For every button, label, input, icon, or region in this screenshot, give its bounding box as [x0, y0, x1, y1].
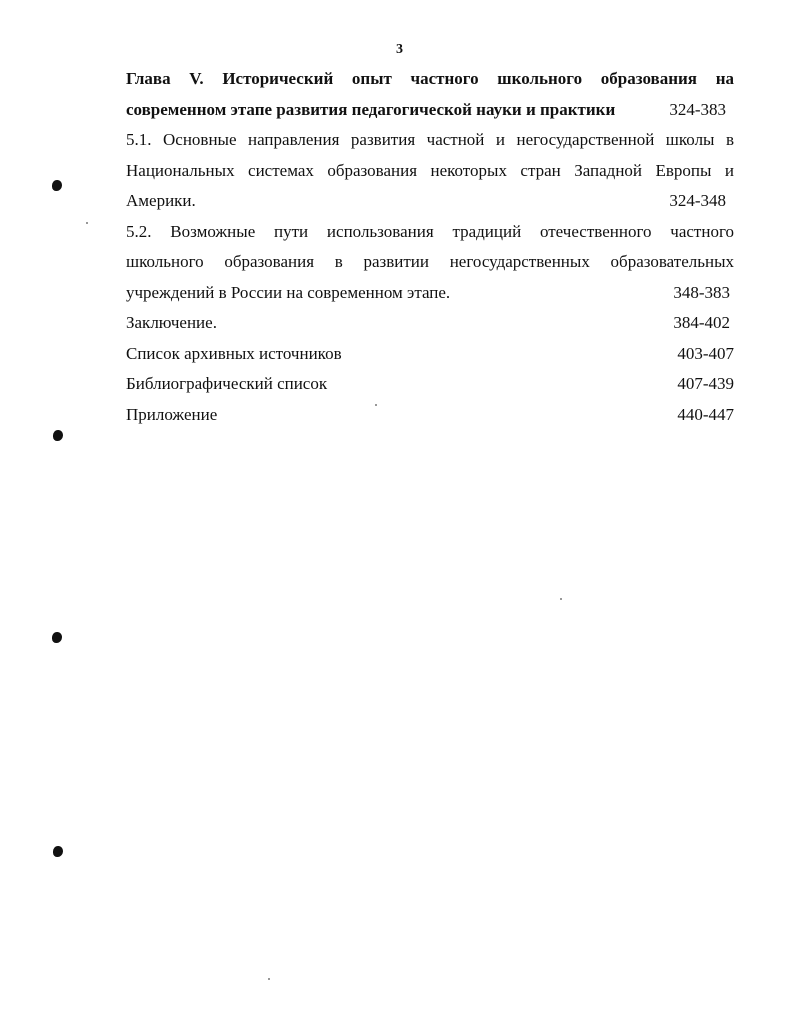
- punch-hole-mark: [53, 846, 63, 857]
- scan-speck: [268, 978, 270, 980]
- punch-hole-mark: [52, 180, 62, 191]
- scan-speck: [560, 598, 562, 600]
- toc-s52-pages: 348-383: [673, 282, 730, 302]
- toc-appendix-label: Приложение: [126, 404, 218, 424]
- scan-speck: [86, 222, 88, 224]
- toc-conclusion-label: Заключение.: [126, 313, 217, 332]
- toc-entry-conclusion: [126, 308, 734, 339]
- toc-s52-line2: школьного образования в развитии негосударственных образовательных: [126, 252, 734, 271]
- table-of-contents: [126, 64, 734, 430]
- toc-chapter5-pages: 324-383: [669, 99, 726, 119]
- toc-s51-line2: Национальных системах образования некоторых стран Западной Европы и: [126, 160, 734, 180]
- toc-entry-appendix: [126, 400, 734, 431]
- toc-archives-label: Список архивных источников: [126, 343, 342, 363]
- toc-entry-archives: [126, 339, 734, 370]
- page-number: 3: [396, 42, 403, 57]
- punch-hole-mark: [52, 632, 62, 643]
- toc-s51-pages: 324-348: [669, 191, 726, 210]
- toc-bibliography-pages: 407-439: [677, 374, 734, 393]
- toc-s52-line1: 5.2. Возможные пути использования традиций отечественного частного: [126, 221, 734, 241]
- toc-chapter5-line1: Глава V. Исторический опыт частного школьного образования на: [126, 69, 734, 88]
- scan-speck: [375, 404, 377, 406]
- punch-hole-mark: [53, 430, 63, 441]
- toc-conclusion-pages: 384-402: [673, 313, 730, 332]
- toc-entry-s52: [126, 278, 734, 309]
- toc-chapter5-line2: современном этапе развития педагогической науки и практики: [126, 99, 616, 119]
- toc-entry-chapter5: [126, 95, 734, 126]
- toc-s52-line3: учреждений в России на современном этапе.: [126, 282, 451, 302]
- toc-entry-s51: [126, 186, 734, 217]
- toc-s51-line3: Америки.: [126, 191, 196, 210]
- toc-appendix-pages: 440-447: [677, 404, 734, 424]
- toc-archives-pages: 403-407: [677, 343, 734, 363]
- toc-bibliography-label: Библиографический список: [126, 374, 328, 393]
- toc-s51-line1: 5.1. Основные направления развития частной и негосударственной школы в: [126, 130, 734, 149]
- toc-entry-bibliography: [126, 369, 734, 400]
